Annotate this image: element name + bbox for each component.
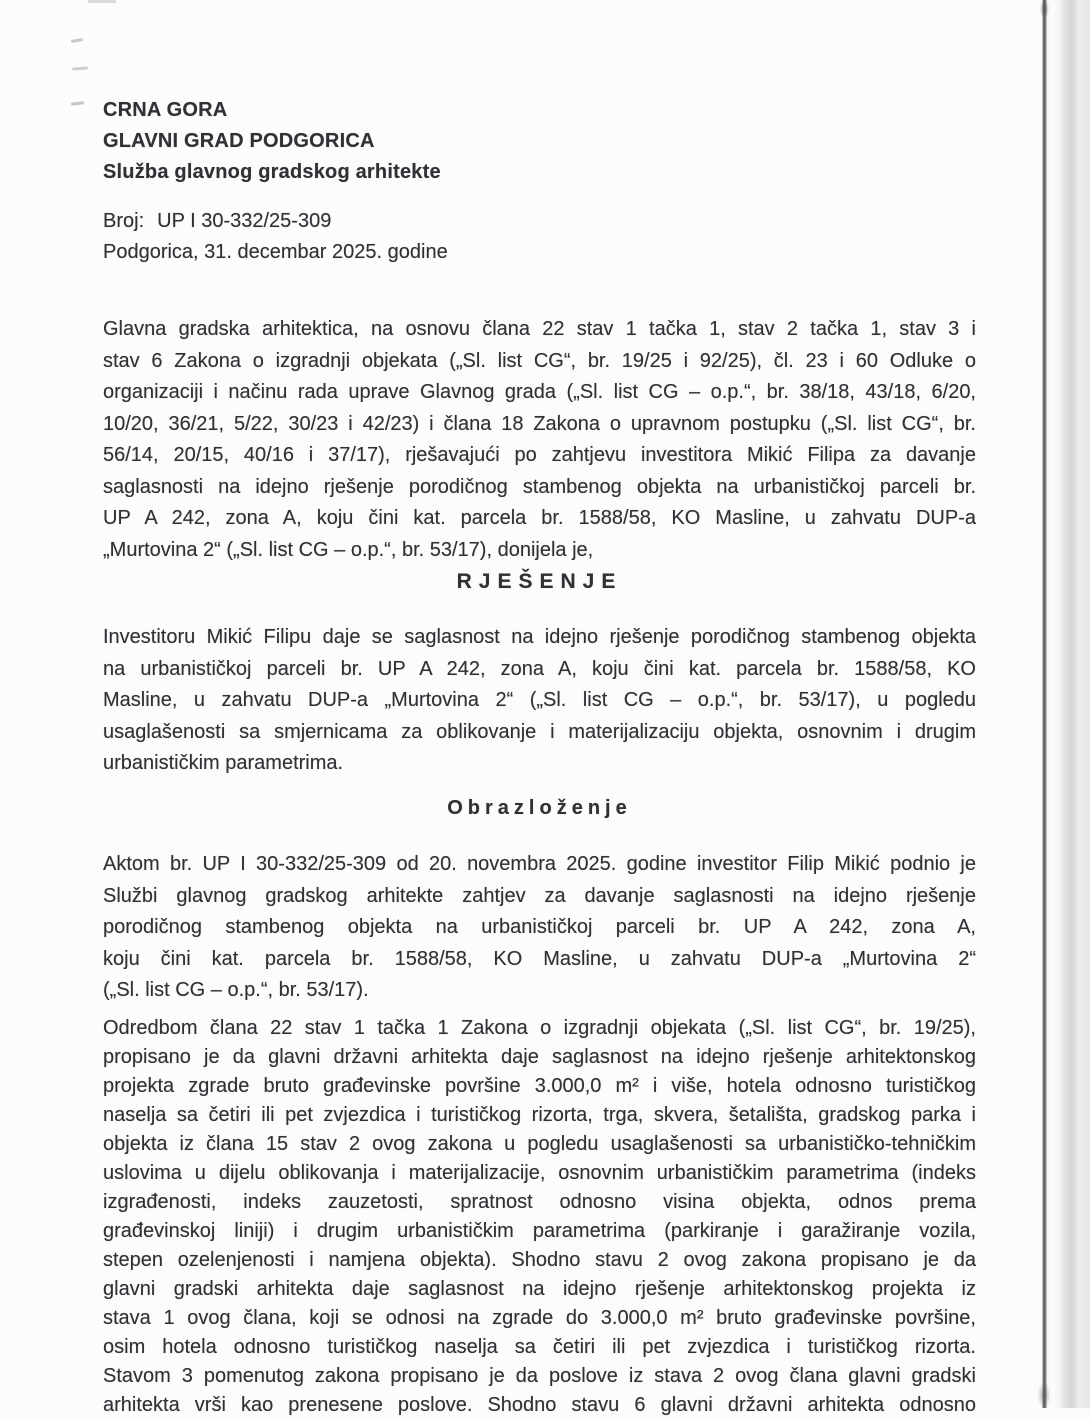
text-line: porodičnog stambenog objekta na urbanističkoj parceli br. UP A 242, zona A, <box>103 916 976 938</box>
text-line: građevinskoj liniji) i drugim urbanističkim parametrima (parkiranje i garažiranje vozila, <box>103 1220 976 1242</box>
pencil-mark <box>72 66 88 70</box>
text-line: osim hotela odnosno turističkog naselja sa četiri ili pet zvjezdica i turističkog rizorta. <box>103 1336 976 1358</box>
text-line: objekta iz člana 15 stav 2 ovog zakona u pogledu usaglašenosti sa urbanističko-tehničkim <box>103 1133 976 1155</box>
scan-edge-line <box>1042 0 1047 1408</box>
request-paragraph <box>103 849 976 1007</box>
text-line: na urbanističkoj parceli br. UP A 242, zona A, koju čini kat. parcela br. 1588/58, KO <box>103 657 976 680</box>
text-line: „Murtovina 2“ („Sl. list CG – o.p.“, br. 53/17), donijela je, <box>103 538 594 561</box>
text-line: glavni gradski arhitekta daje saglasnost na idejno rješenje arhitektonskog projekta iz <box>103 1278 976 1300</box>
explanation-heading: Obrazloženje <box>447 797 632 819</box>
text-line: naselja sa četiri ili pet zvjezdica i turističkog rizorta, trga, skvera, šetališta, gradskog parka i <box>103 1104 976 1126</box>
document-number-line <box>103 206 976 237</box>
text-line: 56/14, 20/15, 40/16 i 37/17), rješavajući po zahtjevu investitora Mikić Filipa za davanje <box>103 444 976 466</box>
text-line: koju čini kat. parcela br. 1588/58, KO Masline, u zahvatu DUP-a „Murtovina 2“ <box>103 947 976 970</box>
scan-edge-strip <box>1047 0 1090 1408</box>
pencil-mark <box>71 38 83 43</box>
decision-paragraph <box>103 622 976 780</box>
text-line: propisano je da glavni državni arhitekta daje saglasnost na idejno rješenje arhitektonskog <box>103 1046 976 1068</box>
scan-edge-line-top-blot <box>1040 0 1049 18</box>
document-number-value: UP I 30-332/25-309 <box>157 210 332 232</box>
text-line: stepen ozelenjenosti i namjena objekta). Shodno stavu 2 ovog zakona propisano je da <box>103 1249 976 1271</box>
text-line: usaglašenosti sa smjernicama za oblikovanje i materijalizaciju objekta, osnovnim i drugim <box>103 720 976 743</box>
text-line: organizaciji i načinu rada uprave Glavnog grada („Sl. list CG – o.p.“, br. 38/18, 43/18, 6/20, <box>103 381 976 403</box>
scan-top-smudge <box>88 0 116 3</box>
pencil-mark <box>71 101 84 106</box>
text-line: saglasnosti na idejno rješenje porodičnog stambenog objekta na urbanističkoj parceli br. <box>103 475 976 498</box>
text-line: uslovima u dijelu oblikovanja i materijalizacije, osnovnim urbanističkim parametrima (indeks <box>103 1162 976 1184</box>
text-line: projekta zgrade bruto građevinske površine 3.000,0 m² i više, hotela odnosno turističkog <box>103 1075 976 1097</box>
decision-heading: RJEŠENJE <box>456 570 623 593</box>
text-line: Službi glavnog gradskog arhitekte zahtjev za davanje saglasnosti na idejno rješenje <box>103 884 976 907</box>
document-meta <box>103 206 976 268</box>
text-line: stav 6 Zakona o izgradnji objekata („Sl. list CG“, br. 19/25 i 92/25), čl. 23 i 60 Odluke o <box>103 349 976 372</box>
text-line: UP A 242, zona A, koju čini kat. parcela br. 1588/58, KO Masline, u zahvatu DUP-a <box>103 507 976 529</box>
letterhead-country: CRNA GORA <box>103 99 228 121</box>
document-place-date: Podgorica, 31. decembar 2025. godine <box>103 241 448 263</box>
text-line: Glavna gradska arhitektica, na osnovu člana 22 stav 1 tačka 1, stav 2 tačka 1, stav 3 i <box>103 318 976 340</box>
text-line: Stavom 3 pomenutog zakona propisano je da poslove iz stava 2 ovog člana glavni gradski <box>103 1365 976 1387</box>
scan-edge-line-bottom-blot <box>1038 1382 1050 1408</box>
text-line: 10/20, 36/21, 5/22, 30/23 i 42/23) i člana 18 Zakona o upravnom postupku („Sl. list CG“, br. <box>103 412 976 435</box>
text-line: Odredbom člana 22 stav 1 tačka 1 Zakona o izgradnji objekata („Sl. list CG“, br. 19/25), <box>103 1017 976 1039</box>
document-number-label: Broj: <box>103 210 145 232</box>
text-line: stava 1 ovog člana, koji se odnosi na zgrade do 3.000,0 m² bruto građevinske površine, <box>103 1307 976 1329</box>
text-line: („Sl. list CG – o.p.“, br. 53/17). <box>103 979 369 1001</box>
intro-paragraph <box>103 314 976 566</box>
text-line: urbanističkim parametrima. <box>103 752 344 774</box>
letterhead-city: GLAVNI GRAD PODGORICA <box>103 130 375 152</box>
text-line: Investitoru Mikić Filipu daje se saglasnost na idejno rješenje porodičnog stambenog objekta <box>103 626 976 648</box>
legal-paragraph <box>103 1014 976 1420</box>
letterhead-office: Služba glavnog gradskog arhitekte <box>103 161 441 183</box>
text-line: Masline, u zahvatu DUP-a „Murtovina 2“ („Sl. list CG – o.p.“, br. 53/17), u pogledu <box>103 689 976 711</box>
text-line: izgrađenosti, indeks zauzetosti, spratnost odnosno visina objekta, odnos prema <box>103 1191 976 1213</box>
text-line: Aktom br. UP I 30-332/25-309 od 20. novembra 2025. godine investitor Filip Mikić podnio je <box>103 853 976 875</box>
text-line: arhitekta vrši kao prenesene poslove. Shodno stavu 6 glavni državni arhitekta odnosno <box>103 1394 976 1416</box>
letterhead <box>103 95 976 188</box>
